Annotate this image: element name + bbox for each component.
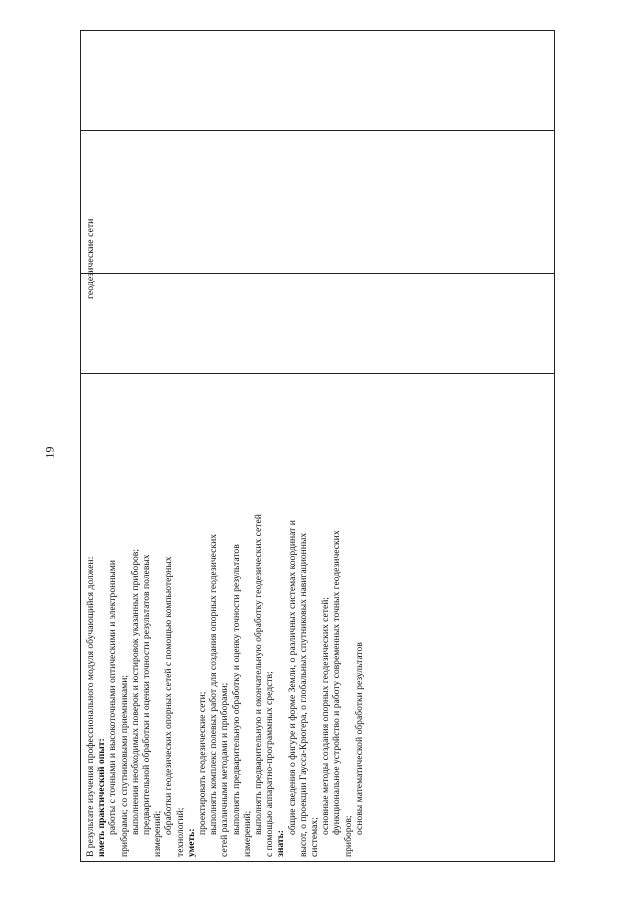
content-line: выполнения необходимых поверок и юстировок указанных приборов; — [129, 549, 141, 835]
curriculum-table — [80, 30, 555, 862]
content-heading: иметь практический опыт: — [96, 738, 108, 857]
content-line: проектировать геодезические сети; — [197, 691, 209, 835]
content-line: предварительной обработки и оценки точности результатов полевых измерений; — [141, 554, 164, 857]
column-divider — [81, 373, 554, 374]
content-line: обработки геодезических опорных сетей с помощью компьютерных технологий; — [163, 556, 186, 857]
content-line: работы с точными и высокоточными оптическими и электронными приборами; со спутниковыми приемниками; — [107, 559, 130, 857]
column-divider — [81, 273, 554, 274]
content-line: основные методы создания опорных геодезических сетей; — [320, 596, 332, 835]
column-divider — [81, 130, 554, 131]
content-line: выполнять предварительную обработку и оценку точности результатов измерений; — [230, 544, 253, 857]
content-line: основы математической обработки результатов — [353, 642, 365, 835]
topic-cell: геодезические сети — [85, 218, 96, 299]
content-line: выполнять комплекс полевых работ для создания опорных геодезических сетей различными методами и приборами; — [208, 533, 231, 857]
content-heading: знать: — [275, 830, 287, 857]
page-number: 19 — [42, 446, 57, 459]
competency-content-cell — [85, 512, 365, 857]
content-heading: уметь: — [185, 828, 197, 857]
content-line: выполнять предварительную и окончательную обработку геодезических сетей с помощью аппаратно-программных средств; — [253, 514, 276, 857]
content-line: В результате изучения профессионального модуля обучающийся должен: — [85, 556, 96, 857]
content-line: общие сведения о фигуре и форме Земли, о различных системах координат и высот, о проекции Гаусса-Крюгера, о глобальных спутниковых навигационных системах; — [286, 520, 321, 857]
content-line: функциональное устройство и работу современных точных геодезических приборов; — [331, 530, 354, 857]
